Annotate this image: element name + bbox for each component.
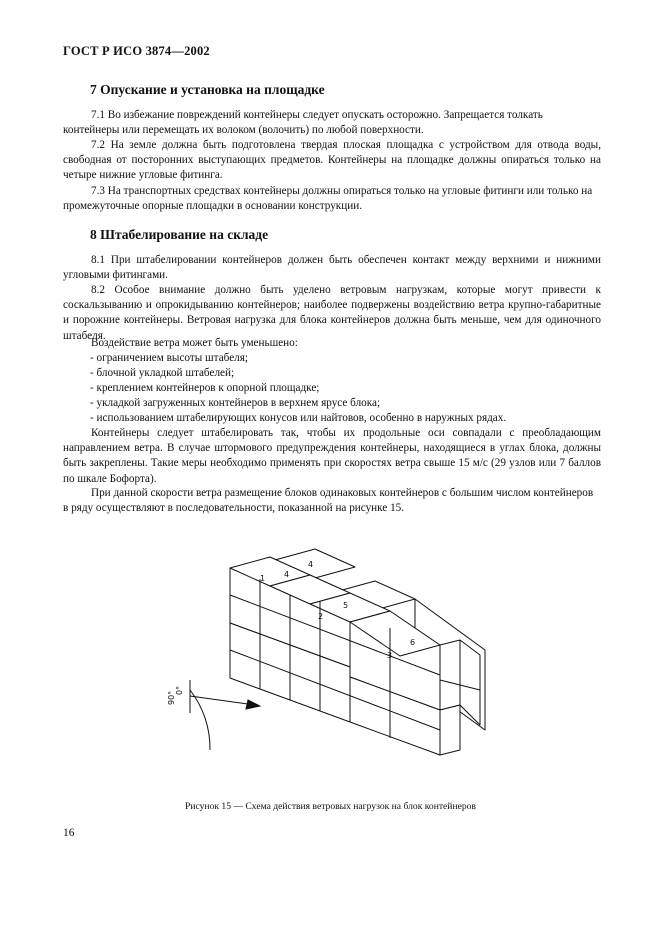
paragraph-8-2-sequence: При данной скорости ветра размещение блоков одинаковых контейнеров с большим числом контейнеров в ряду осуществляют в последовательности, показанной на рисунке 15. bbox=[63, 487, 594, 515]
wind-arrow-shaft bbox=[190, 696, 255, 705]
document-header: ГОСТ Р ИСО 3874—2002 bbox=[63, 44, 210, 58]
paragraph-7-2: 7.2 На земле должна быть подготовлена твердая плоская площадка с устройством для отвода воды, свободная от посторонних выступающих предметов. Контейнеры на площадке должны опираться только на четыре нижние угловые фитинга. bbox=[63, 139, 601, 182]
container-label-4: 4 bbox=[284, 570, 290, 579]
wind-angle-arc bbox=[190, 690, 210, 750]
section-7-title: 7 Опускание и установка на площадке bbox=[90, 82, 325, 97]
paragraph-7-1: 7.1 Во избежание повреждений контейнеры следует опускать осторожно. Запрещается толкать контейнеры или перемещать их волоком (волочить) по любой поверхности. bbox=[63, 109, 543, 137]
container-block-figure bbox=[160, 545, 490, 760]
container-box bbox=[440, 640, 460, 710]
page-number: 16 bbox=[63, 827, 75, 839]
list-item: - креплением контейнеров к опорной площадке; bbox=[90, 382, 320, 394]
container-label-2: 2 bbox=[318, 612, 324, 621]
container-label-6: 6 bbox=[410, 638, 416, 647]
angle-label-90: 90° bbox=[167, 690, 176, 705]
angle-label-0: 0° bbox=[175, 685, 184, 695]
list-item: - использованием штабелирующих конусов или найтовов, особенно в наружных рядах. bbox=[90, 412, 507, 424]
container-label-1: 1 bbox=[260, 574, 266, 583]
paragraph-8-2: 8.2 Особое внимание должно быть уделено ветровым нагрузкам, которые могут привести к соскальзыванию и опрокидыванию контейнеров; наиболее подвержены воздействию ветра крупно-габаритные и порожние контейнеры. Ветровая нагрузка для блока контейнеров должна быть меньше, чем для одиночного штабеля. bbox=[63, 284, 601, 342]
paragraph-8-1: 8.1 При штабелировании контейнеров должен быть обеспечен контакт между верхними и нижними угловыми фитингами. bbox=[63, 254, 601, 282]
container-label-4b: 4 bbox=[308, 560, 314, 569]
section-8-title: 8 Штабелирование на складе bbox=[90, 227, 269, 242]
list-item: - ограничением высоты штабеля; bbox=[90, 352, 249, 364]
paragraph-8-2-cont: Контейнеры следует штабелировать так, чтобы их продольные оси совпадали с преобладающим направлением ветра. В случае штормового предупреждения контейнеры, находящиеся в углах блока, должны быть закреплены. Такие меры необходимо применять при скоростях ветра свыше 15 м/с (29 узлов или 7 баллов по шкале Бофорта). bbox=[63, 427, 601, 485]
container-box bbox=[440, 705, 460, 755]
wind-intro: Воздействие ветра может быть уменьшено: bbox=[91, 337, 298, 349]
container-label-3: 3 bbox=[387, 651, 393, 660]
figure-caption: Рисунок 15 — Схема действия ветровых нагрузок на блок контейнеров bbox=[185, 801, 476, 812]
paragraph-7-3: 7.3 На транспортных средствах контейнеры должны опираться только на угловые фитинги или только на промежуточные опорные площадки в основании конструкции. bbox=[63, 185, 593, 213]
container-label-5: 5 bbox=[343, 601, 349, 610]
list-item: - блочной укладкой штабелей; bbox=[90, 367, 235, 379]
list-item: - укладкой загруженных контейнеров в верхнем ярусе блока; bbox=[90, 397, 381, 409]
wind-arrow-head bbox=[246, 700, 260, 709]
